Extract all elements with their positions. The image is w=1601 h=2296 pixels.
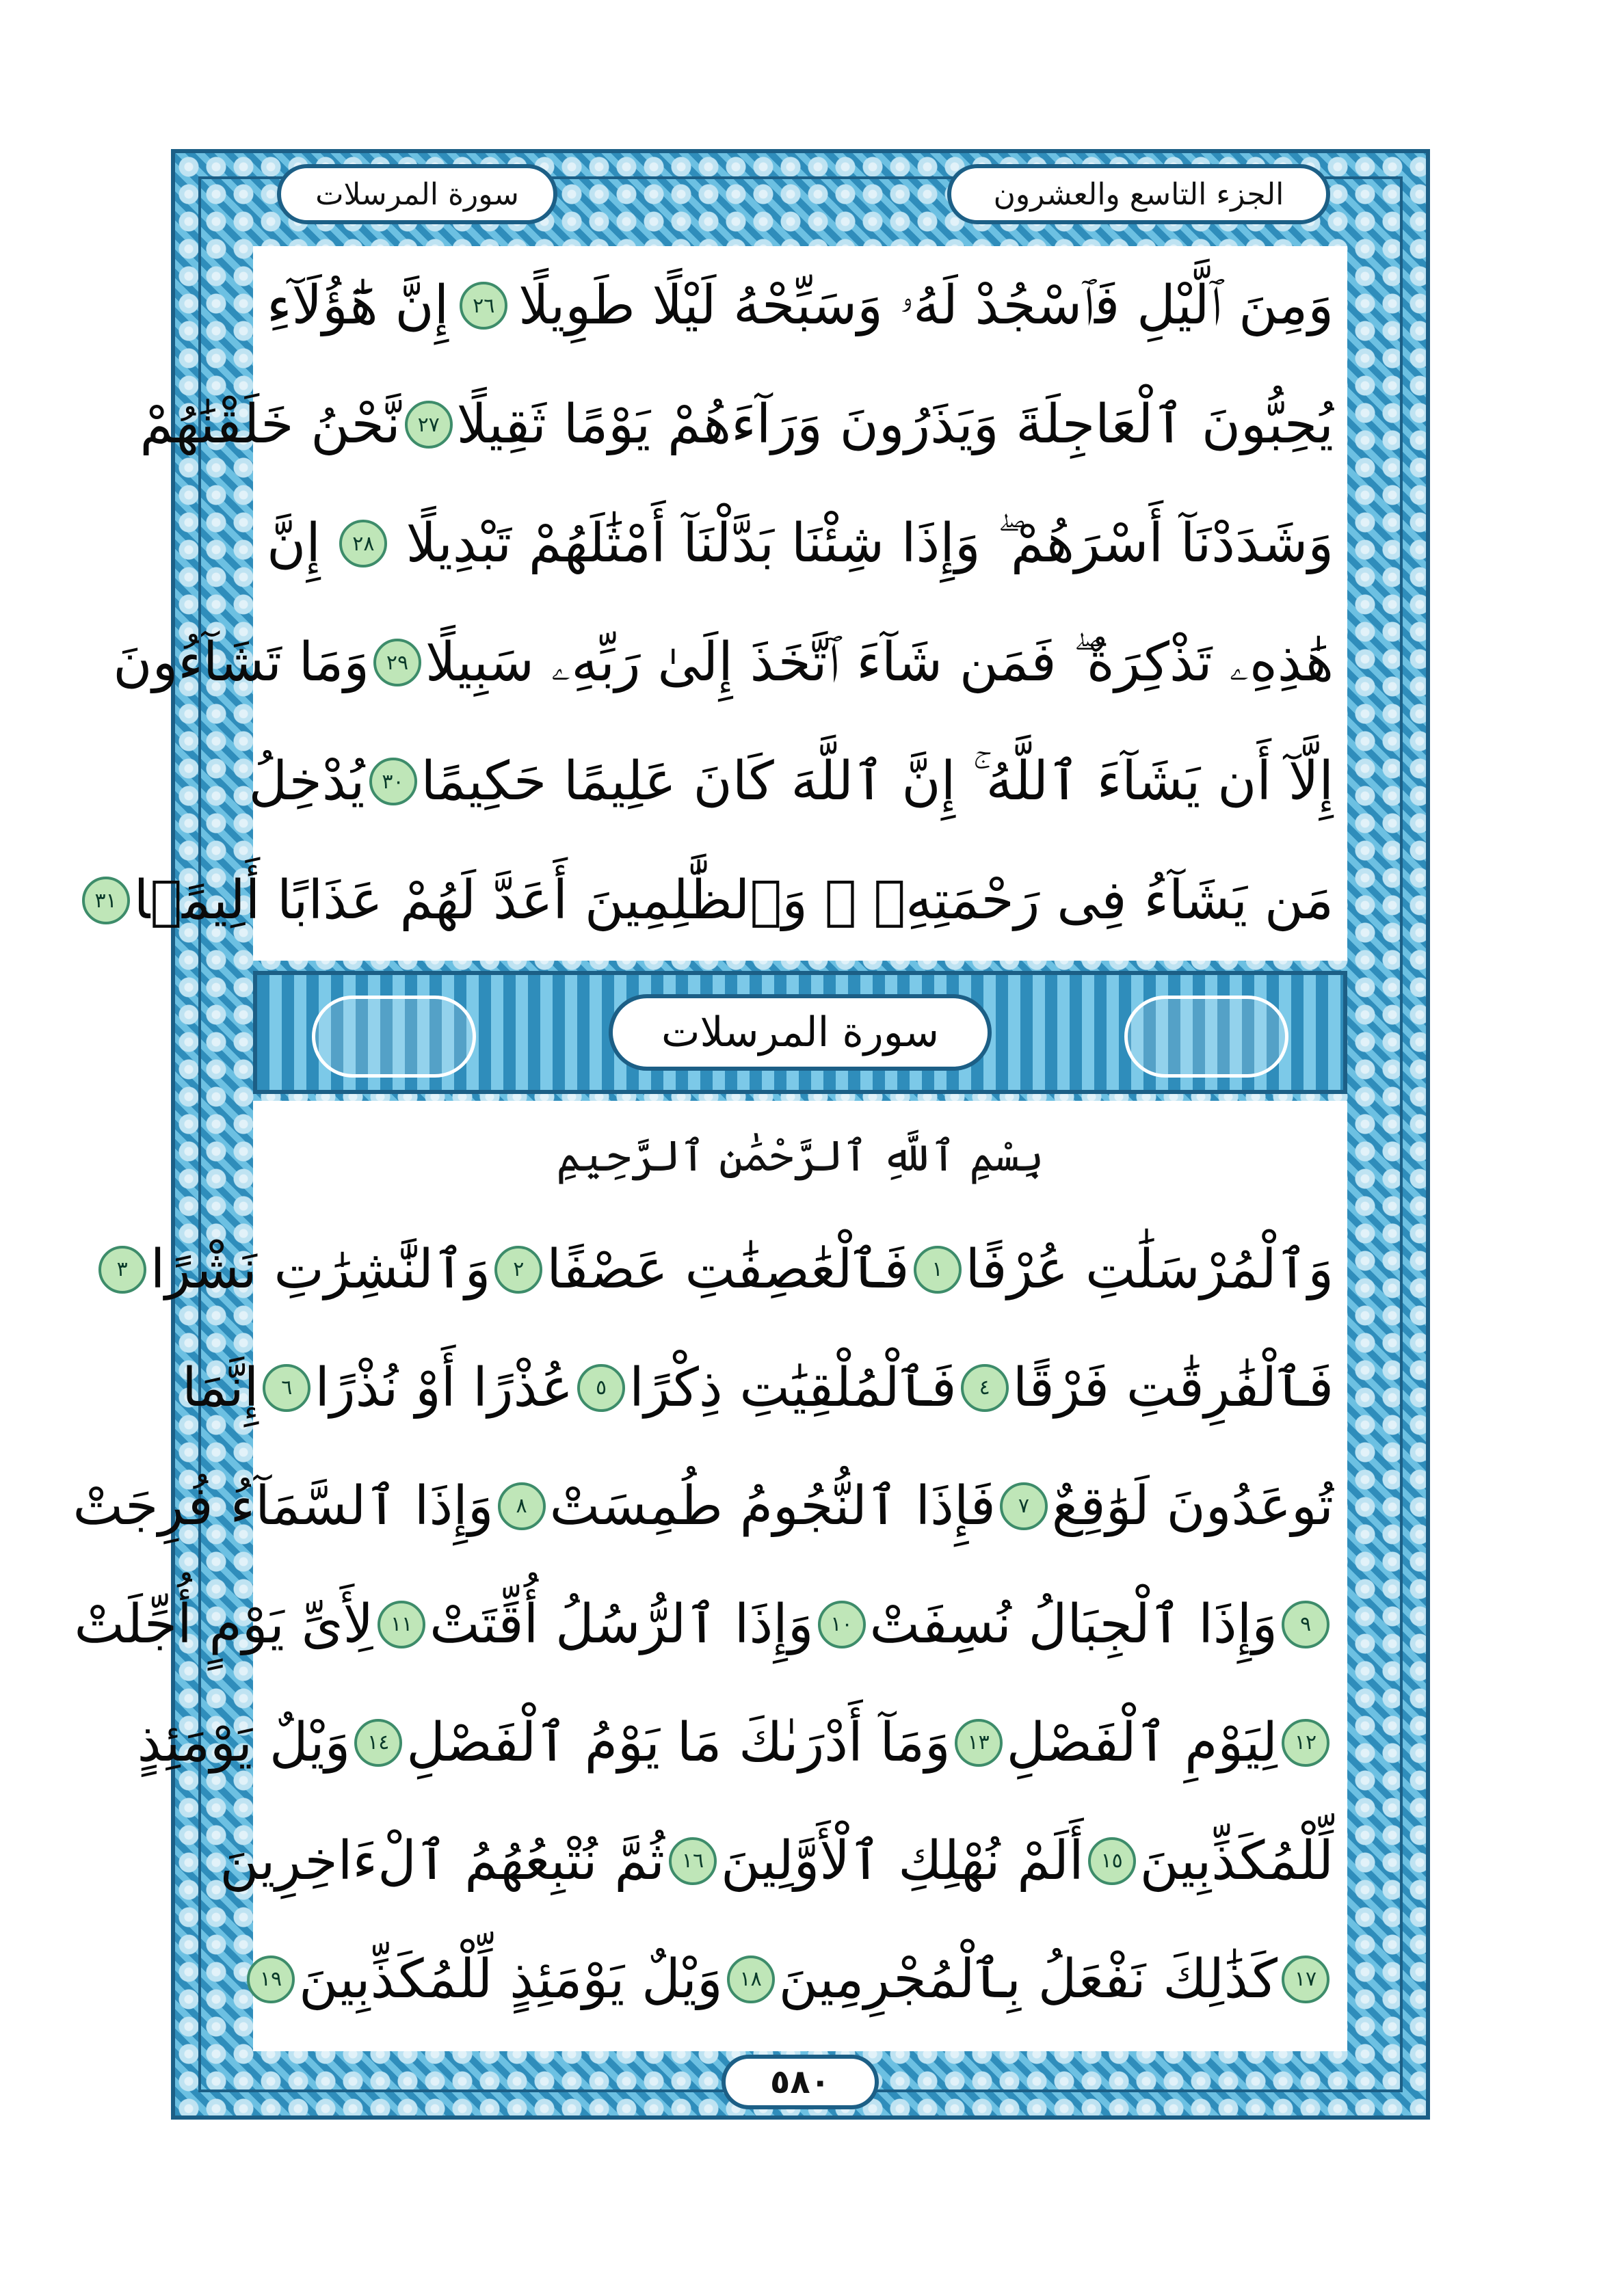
ornament-right-icon bbox=[1124, 996, 1288, 1078]
ayah-number-marker: ١٢ bbox=[1282, 1719, 1329, 1767]
text-panel-bottom bbox=[72, 1101, 1347, 2051]
header-surah-label: سورة المرسلات bbox=[315, 176, 519, 212]
ayah-number-marker: ٣١ bbox=[82, 877, 130, 924]
verse-text: يُدْخِلُ bbox=[248, 751, 365, 812]
ayah-number-marker: ١١ bbox=[378, 1601, 425, 1648]
verse-text: عُذْرًا أَوْ نُذْرًا bbox=[315, 1357, 574, 1419]
ayah-number-marker: ٢٩ bbox=[373, 639, 421, 686]
verse-text: وَإِذَا ٱلرُّسُلُ أُقِّتَتْ bbox=[429, 1593, 814, 1655]
ayah-number-marker: ١٩ bbox=[247, 1955, 295, 2003]
verse-line bbox=[182, 1329, 1347, 1447]
verse-line bbox=[253, 1920, 1347, 2038]
verse-text: يُحِبُّونَ ٱلْعَاجِلَةَ وَيَذَرُونَ وَرَآءَهُمْ يَوْمًا ثَقِيلًا bbox=[456, 394, 1334, 455]
basmala-text: بِسْمِ ٱللَّهِ ٱلرَّحْمَٰنِ ٱلرَّحِيمِ bbox=[556, 1130, 1044, 1181]
verse-text: وَإِذَا ٱلْجِبَالُ نُسِفَتْ bbox=[869, 1593, 1278, 1655]
ayah-number-marker: ١ bbox=[914, 1246, 962, 1294]
verse-text: وَمَا تَشَآءُونَ bbox=[113, 632, 369, 693]
ayah-number-marker: ٧ bbox=[1000, 1482, 1048, 1530]
verse-text: فَإِذَا ٱلنُّجُومُ طُمِسَتْ bbox=[549, 1475, 996, 1537]
verse-text: وَيْلٌ يَوْمَئِذٍ bbox=[137, 1711, 351, 1774]
ayah-number-marker: ٢ bbox=[494, 1246, 542, 1294]
header-juz-label: الجزء التاسع والعشرون bbox=[993, 176, 1284, 212]
ayah-number-marker: ٥ bbox=[577, 1364, 625, 1412]
verse-line bbox=[220, 1802, 1347, 1920]
page-number-text: ٥٨٠ bbox=[770, 2063, 830, 2101]
verse-text: هَٰذِهِۦ تَذْكِرَةٌ ۖ فَمَن شَآءَ ٱتَّخَذَ إِلَىٰ رَبِّهِۦ سَبِيلًا bbox=[425, 631, 1334, 693]
verse-line bbox=[253, 246, 1347, 365]
header-juz-name bbox=[947, 164, 1330, 224]
verse-text: وَيْلٌ يَوْمَئِذٍ لِّلْمُكَذِّبِينَ bbox=[298, 1948, 723, 2010]
ornament-left-icon bbox=[312, 996, 476, 1078]
verse-line bbox=[113, 603, 1347, 722]
verse-text: إِلَّآ أَن يَشَآءَ ٱللَّهُ ۚ إِنَّ ٱللَّهَ كَانَ عَلِيمًا حَكِيمًا bbox=[421, 750, 1334, 812]
verse-text: وَمِنَ ٱلَّيْلِ فَٱسْجُدْ لَهُۥ وَسَبِّحْهُ لَيْلًا طَوِيلًا bbox=[518, 274, 1334, 336]
verse-text: وَٱلْمُرْسَلَٰتِ عُرْفًا bbox=[965, 1238, 1334, 1300]
ayah-number-marker: ٣٠ bbox=[369, 758, 417, 805]
ayah-number-marker: ٢٧ bbox=[405, 401, 453, 449]
verse-line bbox=[253, 484, 1347, 603]
verse-text: إِنَّ bbox=[267, 513, 321, 574]
ayah-number-marker: ١٧ bbox=[1282, 1955, 1329, 2003]
verse-text: وَشَدَدْنَآ أَسْرَهُمْ ۖ وَإِذَا شِئْنَا بَدَّلْنَآ أَمْثَٰلَهُمْ تَبْدِيلًا bbox=[406, 512, 1334, 574]
verse-text: أَلَمْ نُهْلِكِ ٱلْأَوَّلِينَ bbox=[720, 1830, 1084, 1892]
ayah-number-marker: ١٦ bbox=[669, 1837, 717, 1885]
ayah-number-marker: ٩ bbox=[1282, 1601, 1329, 1648]
surah-title bbox=[609, 994, 992, 1071]
surah-title-text: سورة المرسلات bbox=[661, 1009, 940, 1056]
ayah-number-marker: ٨ bbox=[498, 1482, 546, 1530]
verse-text: وَٱلنَّٰشِرَٰتِ نَشْرًا bbox=[150, 1238, 491, 1300]
verse-text: نَّحْنُ خَلَقْنَٰهُمْ bbox=[140, 394, 401, 455]
ayah-number-marker: ٤ bbox=[961, 1364, 1009, 1412]
page-number bbox=[722, 2055, 879, 2109]
ayah-number-marker: ١٤ bbox=[354, 1719, 402, 1767]
ayah-number-marker: ١٨ bbox=[727, 1955, 775, 2003]
basmala bbox=[253, 1101, 1347, 1210]
verse-text: إِنَّ هَٰٓؤُلَآءِ bbox=[267, 275, 449, 336]
ayah-number-marker: ١٣ bbox=[955, 1719, 1003, 1767]
verse-text: ثُمَّ نُتْبِعُهُمُ ٱلْءَاخِرِينَ bbox=[220, 1830, 665, 1892]
verse-text: وَمَآ أَدْرَىٰكَ مَا يَوْمُ ٱلْفَصْلِ bbox=[406, 1711, 951, 1774]
header-surah-name bbox=[277, 164, 557, 224]
verse-line bbox=[137, 1683, 1347, 1802]
ayah-number-marker: ٢٦ bbox=[460, 282, 507, 330]
verse-text: إِنَّمَا bbox=[182, 1357, 259, 1419]
ayah-number-marker: ٣ bbox=[98, 1246, 146, 1294]
verse-line bbox=[248, 722, 1347, 841]
ayah-number-marker: ١٠ bbox=[818, 1601, 866, 1648]
verse-text: مَن يَشَآءُ فِى رَحْمَتِهِۦ ۚ وَٱلظَّٰلِمِينَ أَعَدَّ لَهُمْ عَذَابًا أَلِيمًۢا bbox=[133, 870, 1334, 931]
verse-text: فَٱلْعَٰصِفَٰتِ عَصْفًا bbox=[546, 1238, 910, 1300]
verse-line bbox=[116, 1210, 1347, 1329]
ayah-number-marker: ٦ bbox=[263, 1364, 310, 1412]
ayah-number-marker: ١٥ bbox=[1088, 1837, 1136, 1885]
verse-text: وَإِذَا ٱلسَّمَآءُ فُرِجَتْ bbox=[72, 1475, 494, 1537]
verse-line bbox=[72, 1447, 1347, 1565]
verse-text: كَذَٰلِكَ نَفْعَلُ بِٱلْمُجْرِمِينَ bbox=[778, 1948, 1278, 2010]
verse-text: لِّلْمُكَذِّبِينَ bbox=[1139, 1830, 1334, 1892]
verse-text: تُوعَدُونَ لَوَٰقِعٌ bbox=[1051, 1475, 1334, 1537]
surah-title-band bbox=[253, 971, 1347, 1094]
ayah-number-marker: ٢٨ bbox=[339, 520, 387, 568]
verse-text: لِيَوْمِ ٱلْفَصْلِ bbox=[1006, 1711, 1278, 1774]
verse-line bbox=[74, 1565, 1347, 1683]
verse-line bbox=[94, 841, 1347, 960]
verse-line bbox=[140, 365, 1347, 484]
verse-text: فَٱلْفَٰرِقَٰتِ فَرْقًا bbox=[1012, 1357, 1334, 1419]
text-panel-top bbox=[94, 246, 1347, 961]
verse-text: لِأَىِّ يَوْمٍ أُجِّلَتْ bbox=[74, 1593, 374, 1655]
verse-text: فَٱلْمُلْقِيَٰتِ ذِكْرًا bbox=[629, 1357, 957, 1419]
